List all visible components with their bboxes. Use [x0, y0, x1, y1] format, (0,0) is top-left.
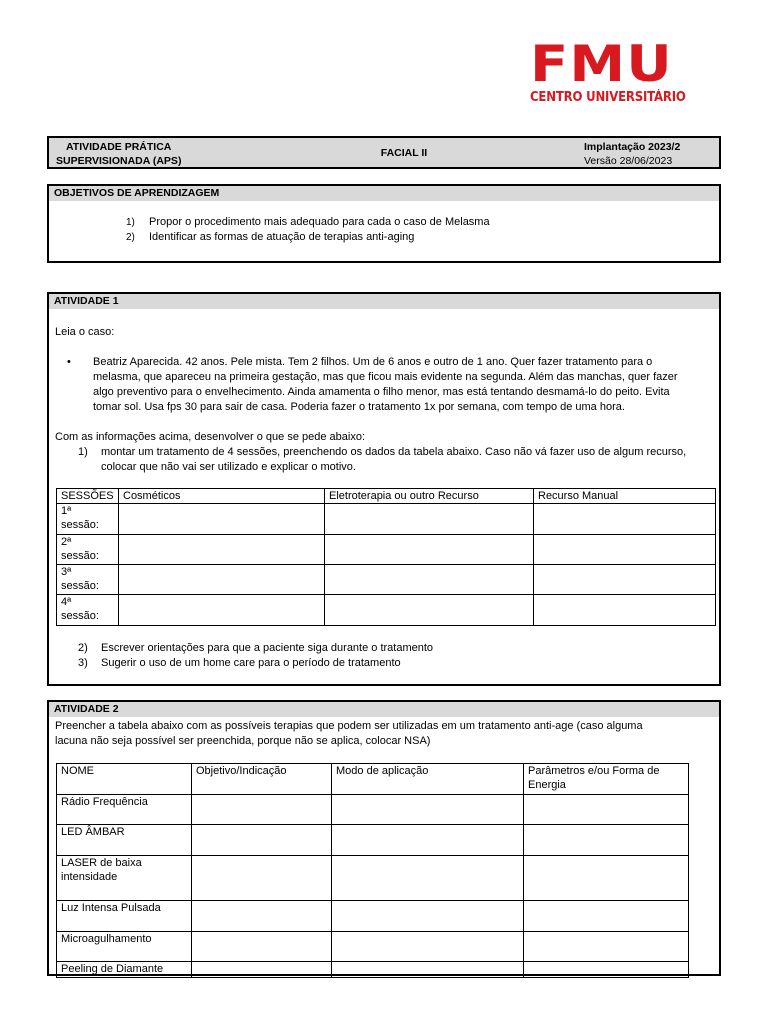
therapies-table	[56, 763, 689, 978]
activity-type-line1: ATIVIDADE PRÁTICA	[66, 141, 172, 153]
manual-cell[interactable]	[534, 535, 716, 565]
application-cell[interactable]	[332, 856, 524, 901]
document-header	[47, 136, 721, 169]
objective-cell[interactable]	[192, 962, 332, 978]
header-cosmeticos: Cosméticos	[119, 489, 325, 504]
version-info	[579, 138, 719, 167]
table-row	[57, 901, 689, 932]
task2-number: 2)	[78, 642, 88, 654]
parameters-cell[interactable]	[524, 856, 689, 901]
session-number: 3ª	[61, 566, 72, 578]
activity-type-line2: SUPERVISIONADA (APS)	[56, 155, 182, 167]
application-cell[interactable]	[332, 901, 524, 932]
parameters-cell[interactable]	[524, 901, 689, 932]
application-cell[interactable]	[332, 825, 524, 856]
case-line: tomar sol. Usa fps 30 para sair de casa. Poderia fazer o tratamento 1x por semana, com tempo de uma hora.	[93, 401, 625, 413]
activity2-section	[47, 700, 721, 976]
objective-item	[49, 215, 719, 230]
objective-text: Identificar as formas de atuação de terapias anti-aging	[149, 231, 415, 243]
activity1-instruction: Com as informações acima, desenvolver o que se pede abaixo:	[55, 431, 366, 443]
session-label	[57, 535, 119, 565]
header-eletroterapia: Eletroterapia ou outro Recurso	[325, 489, 534, 504]
activity2-description	[55, 719, 717, 749]
objective-number: 1)	[126, 217, 135, 228]
cosmetics-cell[interactable]	[119, 595, 325, 626]
activity2-title: ATIVIDADE 2	[49, 702, 719, 717]
parameters-cell[interactable]	[524, 932, 689, 962]
parameters-cell[interactable]	[524, 962, 689, 978]
objectives-list	[49, 215, 719, 245]
header-objetivo: Objetivo/Indicação	[192, 764, 332, 795]
application-cell[interactable]	[332, 795, 524, 825]
cosmetics-cell[interactable]	[119, 535, 325, 565]
objectives-title: OBJETIVOS DE APRENDIZAGEM	[49, 186, 719, 201]
table-header-row	[57, 489, 716, 504]
table-row	[57, 535, 716, 565]
bullet-marker: •	[67, 356, 71, 368]
activity1-section	[47, 292, 721, 686]
objective-item	[49, 230, 719, 245]
session-text: sessão:	[61, 610, 99, 622]
session-text: sessão:	[61, 580, 99, 592]
header-nome: NOME	[57, 764, 192, 795]
session-label	[57, 504, 119, 535]
header-parametros: Parâmetros e/ou Forma de Energia	[524, 764, 689, 795]
case-line: algo preventivo para o envelhecimento. Ainda amamenta o filho menor, mas está tentando desmamá-lo do peito. Evita	[93, 386, 670, 398]
objective-cell[interactable]	[192, 856, 332, 901]
case-line: melasma, que apareceu na primeira gestação, mas que ficou mais evidente na segunda. Além das manchas, quer fazer	[93, 371, 678, 383]
electrotherapy-cell[interactable]	[325, 535, 534, 565]
objective-cell[interactable]	[192, 932, 332, 962]
case-description	[93, 355, 715, 415]
therapy-name: Microagulhamento	[57, 932, 192, 962]
session-number: 4ª	[61, 596, 72, 608]
therapy-name: Rádio Frequência	[57, 795, 192, 825]
implementation: Implantação 2023/2	[584, 141, 681, 153]
table-row	[57, 504, 716, 535]
cosmetics-cell[interactable]	[119, 504, 325, 535]
activity1-title: ATIVIDADE 1	[49, 294, 719, 309]
session-label	[57, 565, 119, 595]
electrotherapy-cell[interactable]	[325, 504, 534, 535]
application-cell[interactable]	[332, 962, 524, 978]
activity-type	[49, 138, 229, 167]
task1-number: 1)	[78, 446, 88, 458]
task3-text: Sugerir o uso de um home care para o período de tratamento	[101, 657, 401, 669]
cosmetics-cell[interactable]	[119, 565, 325, 595]
therapy-name: LED ÂMBAR	[57, 825, 192, 856]
session-text: sessão:	[61, 550, 99, 562]
version: Versão 28/06/2023	[584, 155, 673, 167]
session-label	[57, 595, 119, 626]
table-row	[57, 595, 716, 626]
manual-cell[interactable]	[534, 565, 716, 595]
course-name: FACIAL II	[380, 147, 428, 159]
objective-cell[interactable]	[192, 795, 332, 825]
table-header-row	[57, 764, 689, 795]
header-modo-aplicacao: Modo de aplicação	[332, 764, 524, 795]
task1-line2: colocar que não vai ser utilizado e explicar o motivo.	[101, 461, 356, 473]
electrotherapy-cell[interactable]	[325, 565, 534, 595]
task2-text: Escrever orientações para que a paciente siga durante o tratamento	[101, 642, 434, 654]
parameters-cell[interactable]	[524, 825, 689, 856]
therapy-name: Luz Intensa Pulsada	[57, 901, 192, 932]
table-row	[57, 962, 689, 978]
case-line: Beatriz Aparecida. 42 anos. Pele mista. Tem 2 filhos. Um de 6 anos e outro de 1 ano. Quer fazer tratamento para o	[93, 356, 653, 368]
objective-text: Propor o procedimento mais adequado para cada o caso de Melasma	[149, 216, 490, 228]
logo-subtitle: CENTRO UNIVERSITÁRIO	[530, 90, 686, 105]
logo-brand: FMU	[530, 35, 673, 93]
table-row	[57, 565, 716, 595]
table-row	[57, 795, 689, 825]
task1-line1: montar um tratamento de 4 sessões, preenchendo os dados da tabela abaixo. Caso não vá fazer uso de algum recurso,	[101, 446, 687, 458]
header-sessoes: SESSÕES	[57, 489, 119, 504]
session-text: sessão:	[61, 519, 99, 531]
electrotherapy-cell[interactable]	[325, 595, 534, 626]
table-row	[57, 856, 689, 901]
objective-cell[interactable]	[192, 901, 332, 932]
parameters-cell[interactable]	[524, 795, 689, 825]
description-line: lacuna não seja possível ser preenchida, porque não se aplica, colocar NSA)	[55, 735, 431, 747]
description-line: Preencher a tabela abaixo com as possíveis terapias que podem ser utilizadas em um tratamento anti-age (caso alguma	[55, 720, 643, 732]
therapy-name: Peeling de Diamante	[57, 962, 192, 978]
objective-number: 2)	[126, 232, 135, 243]
manual-cell[interactable]	[534, 595, 716, 626]
table-row	[57, 825, 689, 856]
objectives-section	[47, 184, 721, 263]
header-recurso-manual: Recurso Manual	[534, 489, 716, 504]
application-cell[interactable]	[332, 932, 524, 962]
activity1-intro: Leia o caso:	[55, 326, 115, 338]
table-row	[57, 932, 689, 962]
task3-number: 3)	[78, 657, 88, 669]
sessions-table	[56, 488, 716, 626]
manual-cell[interactable]	[534, 504, 716, 535]
objective-cell[interactable]	[192, 825, 332, 856]
session-number: 1ª	[61, 505, 72, 517]
session-number: 2ª	[61, 536, 72, 548]
fmu-logo	[530, 35, 692, 108]
therapy-name: LASER de baixa intensidade	[57, 856, 192, 901]
